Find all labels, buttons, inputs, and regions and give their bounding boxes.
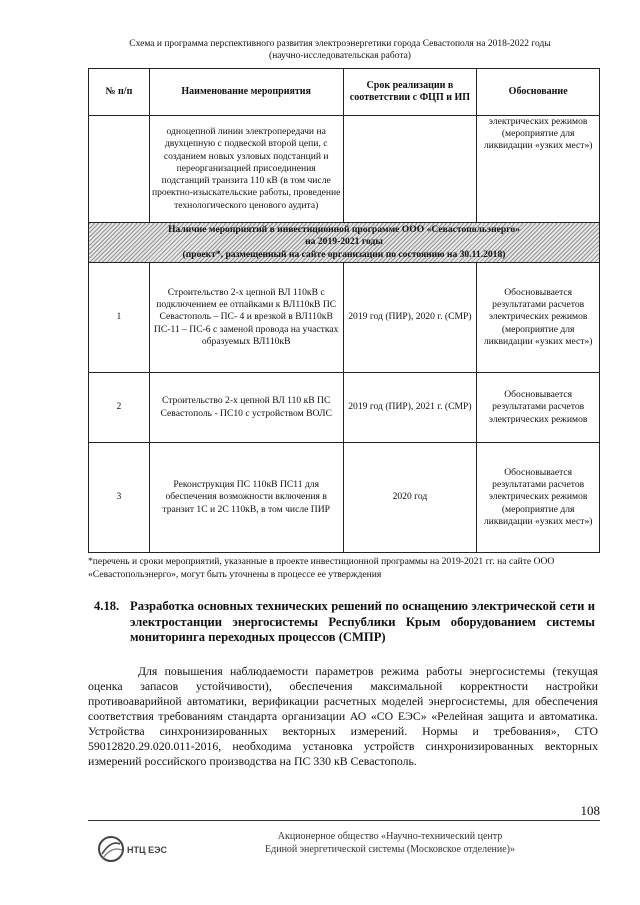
section-number: 4.18.: [94, 599, 120, 613]
cell-num: 1: [89, 263, 150, 373]
header-line-1: Схема и программа перспективного развития электроэнергетики города Севастополя на 2018-2022 годы: [129, 39, 551, 49]
table-row: [89, 373, 600, 443]
table-row: [89, 116, 600, 223]
section-header-cell: [89, 223, 600, 263]
header-line-2: (научно-исследовательская работа): [269, 51, 411, 61]
header-num: № п/п: [89, 69, 150, 116]
logo-emblem-icon: [96, 832, 168, 866]
table-row: [89, 443, 600, 553]
cell-num: [89, 116, 150, 223]
table-header-row: [89, 69, 600, 116]
ntc-ees-logo: [96, 832, 168, 866]
table-row: [89, 263, 600, 373]
footer-divider: [88, 820, 600, 821]
cell-basis: Обосновывается результатами расчетов электрических режимов: [477, 373, 600, 443]
footer-organization: [190, 830, 590, 856]
header-basis: Обоснование: [477, 69, 600, 116]
cell-num: 2: [89, 373, 150, 443]
cell-name: Строительство 2-х цепной ВЛ 110 кВ ПС Севастополь - ПС10 с устройством ВОЛС: [149, 373, 343, 443]
running-header: [80, 38, 600, 62]
header-name: Наименование мероприятия: [149, 69, 343, 116]
section-header-line-1: Наличие мероприятий в инвестиционной программе ООО «Севастопольэнерго»: [168, 224, 520, 236]
section-header-line-2: на 2019-2021 годы: [305, 236, 383, 248]
cell-term: 2019 год (ПИР), 2021 г. (СМР): [343, 373, 477, 443]
cell-term: 2019 год (ПИР), 2020 г. (СМР): [343, 263, 477, 373]
section-title: Разработка основных технических решений по оснащению электрической сети и электростанции энергосистемы Республики Крым оборудованием системы мониторинга переходных процессов (СМПР): [130, 599, 595, 644]
section-heading: [94, 599, 595, 646]
cell-term: [343, 116, 477, 223]
table-footnote: *перечень и сроки мероприятий, указанные в проекте инвестиционной программы на 2019-2021 гг. на сайте ООО «Севастопольэнерго», могут быть уточнены в процессе ее утверждения: [88, 556, 555, 580]
cell-name: Реконструкция ПС 110кВ ПС11 для обеспечения возможности включения в транзит 1С и 2С 110кВ, в том числе ПИР: [149, 443, 343, 553]
footer-line-1: Акционерное общество «Научно-технический центр: [277, 831, 503, 842]
footer-line-2: Единой энергетической системы (Московское отделение)»: [265, 844, 515, 855]
cell-name: одноцепной линии электропередачи на двухцепную с подвеской второй цепи, с созданием новых узловых подстанций и переорганизацией присоединения подстанций транзита 110 кВ (в том числе проектно-изыскательские работы, проведение технологического ценового аудита): [149, 116, 343, 223]
logo-text: НТЦ ЕЭС: [127, 845, 167, 855]
page-number: 108: [580, 803, 600, 818]
section-header-row: [89, 223, 600, 263]
cell-basis: Обосновывается результатами расчетов электрических режимов (мероприятие для ликвидации «узких мест»): [477, 263, 600, 373]
header-term: Срок реализации в соответствии с ФЦП и ИП: [343, 69, 477, 116]
cell-basis: Обосновывается результатами расчетов электрических режимов (мероприятие для ликвидации «узких мест»): [477, 443, 600, 553]
cell-num: 3: [89, 443, 150, 553]
section-header-line-3: (проект*, размещенный на сайте организации по состоянию на 30.11.2018): [182, 248, 506, 260]
cell-basis: электрических режимов (мероприятие для ликвидации «узких мест»): [477, 116, 600, 223]
body-paragraph: Для повышения наблюдаемости параметров режима работы энергосистемы (текущая оценка запасов устойчивости), обеспечения максимальной корректности настройки противоаварийной автоматики, верификации расчетных моделей энергосистемы, для обеспечения соответствия требованиям стандарта организации АО «СО ЕЭС» «Релейная защита и автоматика. Устройства синхронизированных векторных измерений. Нормы и требования», СТО 59012820.29.020.011-2016, необходима установка устройств синхронизированных векторных измерений российского производства на ПС 330 кВ Севастополь.: [88, 664, 598, 768]
cell-term: 2020 год: [343, 443, 477, 553]
measures-table: [88, 68, 600, 553]
cell-name: Строительство 2-х цепной ВЛ 110кВ с подключением ее отпайками к ВЛ110кВ ПС Севастополь – ПС- 4 и врезкой в ВЛ110кВ ПС-11 – ПС-6 с заменой провода на участках образуемых ВЛ110кВ: [149, 263, 343, 373]
